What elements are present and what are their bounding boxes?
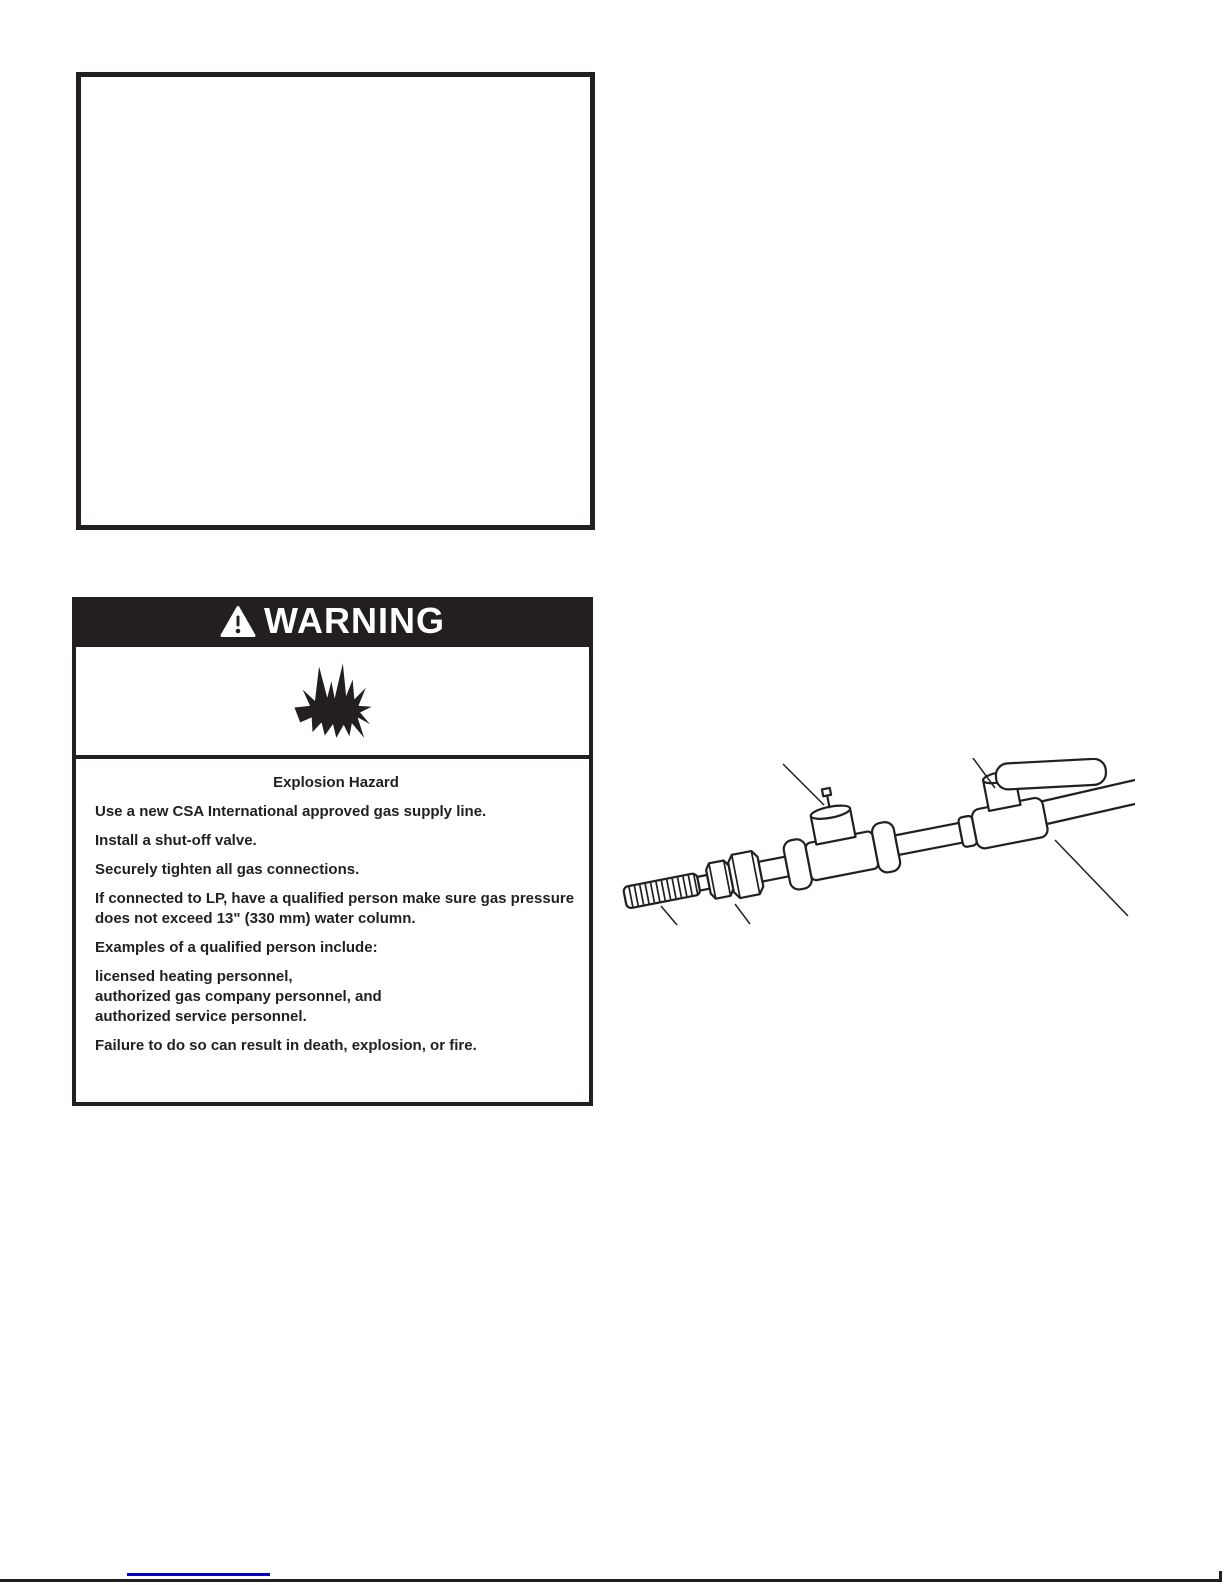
warning-paragraph: authorized service personnel. bbox=[95, 1008, 307, 1025]
hazard-title: Explosion Hazard bbox=[273, 774, 399, 791]
warning-paragraph: authorized gas company personnel, and bbox=[95, 988, 382, 1005]
warning-paragraph: Use a new CSA International approved gas supply line. bbox=[95, 803, 487, 820]
warning-band-label: WARNING bbox=[264, 600, 445, 641]
page-bottom-rule-tick bbox=[1219, 1571, 1222, 1582]
warning-paragraph: licensed heating personnel, bbox=[95, 968, 293, 985]
pipe-segment bbox=[895, 823, 963, 855]
empty-figure-box bbox=[76, 72, 595, 530]
explosion-icon bbox=[291, 660, 375, 742]
pipe-segment bbox=[759, 857, 789, 882]
warning-paragraph: Securely tighten all gas connections. bbox=[95, 861, 360, 878]
flex-hose bbox=[623, 873, 701, 909]
warning-paragraph: If connected to LP, have a qualified person make sure gas pressure does not exceed 13" (330 mm) water column. bbox=[95, 890, 575, 927]
explosion-icon-panel bbox=[72, 647, 593, 759]
gas-supply-line-figure bbox=[615, 758, 1135, 926]
footer-link-underline[interactable] bbox=[127, 1573, 270, 1576]
valve-handle bbox=[995, 758, 1106, 790]
warning-paragraph: Examples of a qualified person include: bbox=[95, 939, 378, 956]
warning-triangle-icon bbox=[220, 606, 256, 638]
warning-paragraph: Failure to do so can result in death, explosion, or fire. bbox=[95, 1037, 477, 1054]
warning-text-panel bbox=[72, 759, 593, 1106]
warning-paragraph: Install a shut-off valve. bbox=[95, 832, 257, 849]
warning-band bbox=[72, 597, 593, 647]
warning-box bbox=[72, 597, 593, 1106]
page-bottom-rule bbox=[0, 1579, 1222, 1582]
